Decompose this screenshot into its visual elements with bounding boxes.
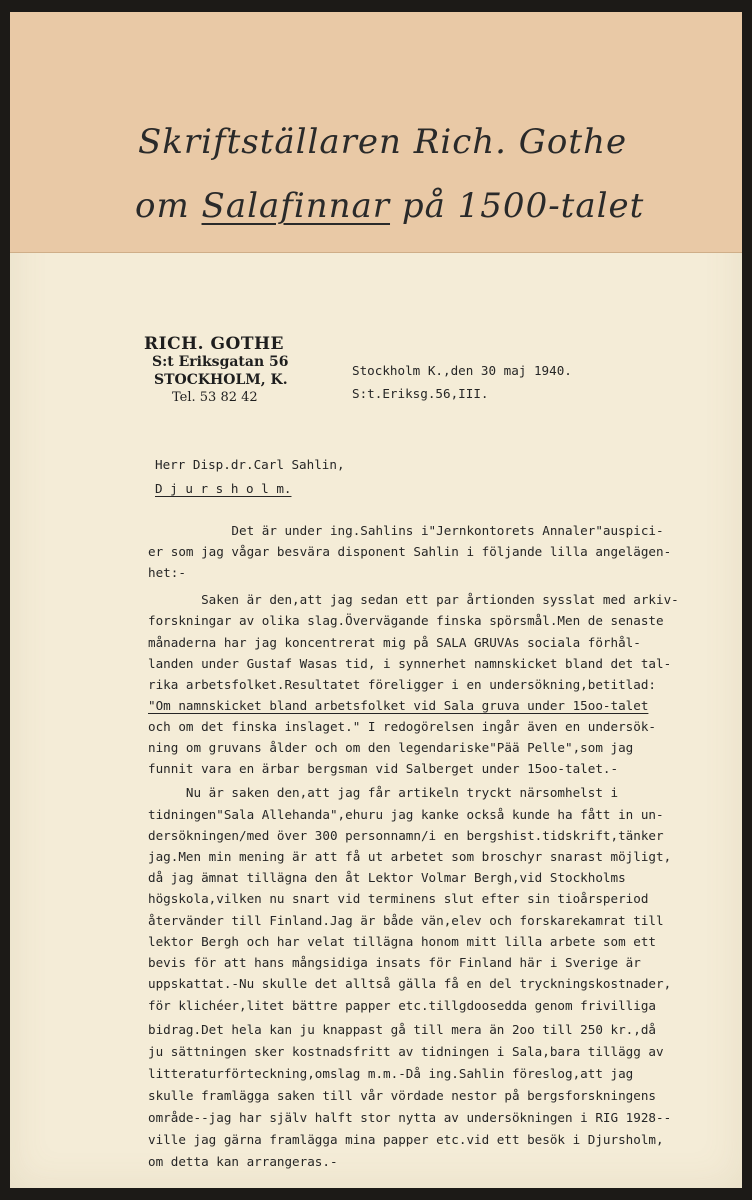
recipient-name: Herr Disp.dr.Carl Sahlin, bbox=[155, 457, 345, 472]
body-line: rika arbetsfolket.Resultatet föreligger i en undersökning,betitlad: bbox=[148, 677, 656, 692]
handwritten-suffix: på 1500-talet bbox=[401, 186, 645, 226]
body-line: tidningen"Sala Allehanda",ehuru jag kanke också kunde ha fått in un- bbox=[148, 807, 664, 822]
body-line: landen under Gustaf Wasas tid, i synnerhet namnskicket bland det tal- bbox=[148, 656, 672, 671]
handwritten-title: Skriftställaren Rich. Gothe bbox=[138, 122, 628, 162]
body-line: ju sättningen sker kostnadsfritt av tidningen i Sala,bara tillägg av bbox=[148, 1044, 664, 1059]
header-slip bbox=[10, 12, 742, 253]
body-line: funnit vara en ärbar bergsman vid Salberget under 15oo-talet.- bbox=[148, 761, 619, 776]
handwritten-prefix: om bbox=[135, 186, 190, 226]
body-line: högskola,vilken nu snart vid terminens slut efter sin tioårsperiod bbox=[148, 891, 649, 906]
body-line: dersökningen/med över 300 personnamn/i en bergshist.tidskrift,tänker bbox=[148, 828, 664, 843]
body-line-partly-underlined: och om det finska inslaget." I redogörelsen ingår även en undersök- bbox=[148, 719, 656, 734]
body-line: då jag ämnat tillägna den åt Lektor Volmar Bergh,vid Stockholms bbox=[148, 870, 626, 885]
handwritten-subtitle bbox=[135, 186, 644, 226]
body-line: Nu är saken den,att jag får artikeln tryckt närsomhelst i bbox=[148, 785, 619, 800]
body-line: bevis för att hans mångsidiga insats för Finland här i Sverige är bbox=[148, 955, 641, 970]
body-line: skulle framlägga saken till vår vördade nestor på bergsforskningens bbox=[148, 1088, 656, 1103]
body-line: Saken är den,att jag sedan ett par årtionden sysslat med arkiv- bbox=[148, 592, 679, 607]
body-line: ville jag gärna framlägga mina papper etc.vid ett besök i Djursholm, bbox=[148, 1132, 664, 1147]
body-line: Det är under ing.Sahlins i"Jernkontorets Annaler"auspici- bbox=[148, 523, 664, 538]
body-line: ning om gruvans ålder och om den legendariske"Pää Pelle",som jag bbox=[148, 740, 634, 755]
recipient-town: D j u r s h o l m. bbox=[155, 481, 292, 496]
body-line: uppskattat.-Nu skulle det alltså gälla få en del tryckningskostnader, bbox=[148, 976, 672, 991]
sender-stamp bbox=[144, 335, 289, 407]
body-line: för klichéer,litet bättre papper etc.tillgdoosedda genom frivilliga bbox=[148, 998, 656, 1013]
stamp-street: S:t Eriksgatan 56 bbox=[152, 354, 289, 370]
body-line: forskningar av olika slag.Övervägande finska spörsmål.Men de senaste bbox=[148, 613, 664, 628]
body-line: återvänder till Finland.Jag är både vän,elev och forskarekamrat till bbox=[148, 913, 664, 928]
body-line: litteraturförteckning,omslag m.m.-Då ing.Sahlin föreslog,att jag bbox=[148, 1066, 634, 1081]
body-line: het:- bbox=[148, 565, 186, 580]
handwritten-underlined-word: Salafinnar bbox=[201, 186, 391, 226]
body-line: bidrag.Det hela kan ju knappast gå till mera än 2oo till 250 kr.,då bbox=[148, 1022, 656, 1037]
body-line: lektor Bergh och har velat tillägna honom mitt lilla arbete som ett bbox=[148, 934, 656, 949]
stamp-name: RICH. GOTHE bbox=[144, 334, 285, 354]
address-line: S:t.Eriksg.56,III. bbox=[352, 386, 489, 401]
body-line-underlined: "Om namnskicket bland arbetsfolket vid Sala gruva under 15oo-talet bbox=[148, 698, 649, 713]
place-date-line: Stockholm K.,den 30 maj 1940. bbox=[352, 363, 572, 378]
stamp-tel: Tel. 53 82 42 bbox=[172, 390, 258, 405]
body-line: månaderna har jag koncentrerat mig på SALA GRUVAs sociala förhål- bbox=[148, 635, 641, 650]
body-line: er som jag vågar besvära disponent Sahlin i följande lilla angelägen- bbox=[148, 544, 672, 559]
stamp-city: STOCKHOLM, K. bbox=[154, 372, 288, 388]
body-line: om detta kan arrangeras.- bbox=[148, 1154, 338, 1169]
body-line: jag.Men min mening är att få ut arbetet som broschyr snarast möjligt, bbox=[148, 849, 672, 864]
body-line: område--jag har själv halft stor nytta av undersökningen i RIG 1928-- bbox=[148, 1110, 672, 1125]
